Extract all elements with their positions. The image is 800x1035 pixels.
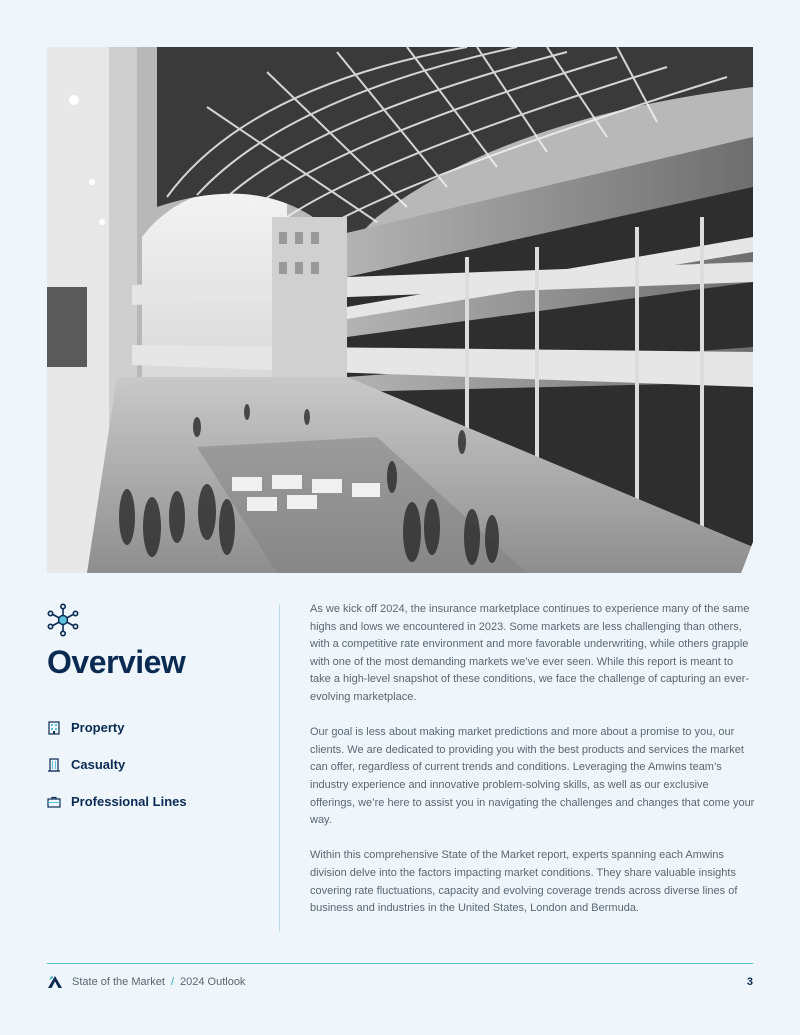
nav-item-label: Professional Lines: [71, 794, 187, 809]
mall-atrium-photo: [47, 47, 753, 573]
amwins-logo: [47, 975, 63, 989]
building-icon: [47, 721, 61, 735]
section-nav: [47, 709, 267, 820]
briefcase-icon: [47, 795, 61, 809]
footer-edition: 2024 Outlook: [180, 976, 246, 988]
nav-item-professional-lines[interactable]: [47, 783, 267, 820]
nav-item-property[interactable]: [47, 709, 267, 746]
footer-separator: /: [170, 976, 174, 988]
column-divider: [279, 604, 280, 932]
page-title: Overview: [47, 644, 186, 680]
footer-report-name: State of the Market: [72, 976, 165, 988]
network-hub-icon: [47, 603, 79, 637]
overview-body: [310, 601, 755, 935]
hero-image: [47, 47, 753, 573]
paragraph: Our goal is less about making market predictions and more about a promise to you, our clients. We are dedicated to providing you with the best products and services the market can offer, regardless of current trends and conditions. Leveraging the Amwins team’s industry experience and innovative problem-solving skills, as well as our exclusive offerings, we’re here to assist you in navigating the challenges and changes that come your way.: [310, 726, 755, 827]
nav-item-casualty[interactable]: [47, 746, 267, 783]
page-footer: [47, 973, 753, 991]
nav-item-label: Casualty: [71, 757, 126, 772]
page-number: 3: [746, 976, 753, 988]
section-sidebar: [47, 603, 267, 820]
paragraph: As we kick off 2024, the insurance marketplace continues to experience many of the same highs and lows we encountered in 2023. Some markets are less challenging than others, with a competitive rate environment and more favorable underwriting, while others grapple with one of the most demanding markets we’ve ever seen. While this report is meant to take a high-level snapshot of these conditions, we face the challenge of capturing an ever-evolving marketplace.: [310, 603, 750, 703]
paragraph: Within this comprehensive State of the Market report, experts spanning each Amwins division delve into the factors impacting market conditions. They share valuable insights covering rate fluctuations, capacity and evolving coverage trends across diverse lines of business and industries in the United States, London and Bermuda.: [310, 849, 738, 915]
nav-item-label: Property: [71, 720, 125, 735]
office-building-icon: [47, 758, 61, 772]
footer-divider: [47, 963, 753, 964]
